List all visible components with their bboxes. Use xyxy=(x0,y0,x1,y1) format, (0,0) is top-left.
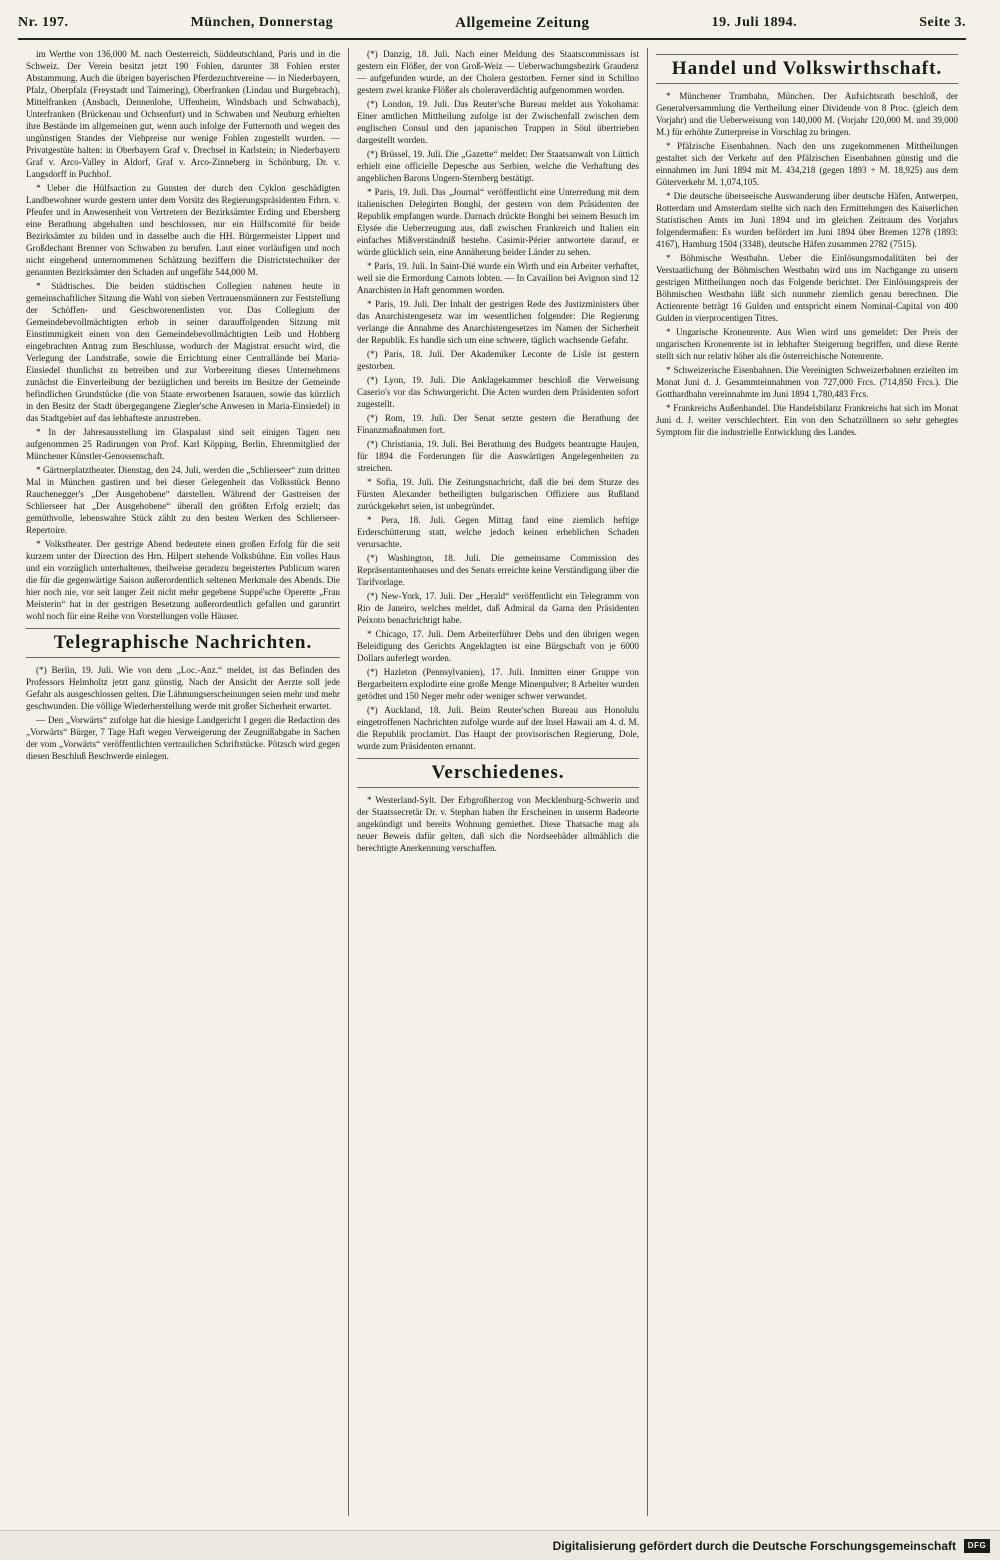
article-paragraph: * Paris, 19. Juli. Der Inhalt der gestrigen Rede des Justizministers über das Anarchistengesetz war im wesentlichen folgender: Die Regierung verlange die Annahme des Anarchistengesetzes im Namen der Sicherheit der Republik. Es handle sich um eine schwere, täglich wachsende Gefahr. xyxy=(357,299,639,345)
article-paragraph: * Ueber die Hülfsaction zu Gunsten der durch den Cyklon geschädigten Landbewohner wurde gestern unter dem Vorsitz des Regierungspräsidenten Frhrn. v. Pfeufer und in Anwesenheit von Vertretern der Bezirksämter Erding und Ebersberg eine Berathung abgehalten und beschlossen, nur ein Hülfscomité für beide Bezirksämter zu bilden und in dasselbe auch die HH. Bürgermeister Lippert und Großdechant Brenner von Schwaben zu berufen. Laut einer vorläufigen und noch nicht eingehend unternommenen Schätzung beziffern die Districtstechniker der genannten Bezirksämter den Schaden auf ungefähr 544,000 M. xyxy=(26,183,340,277)
article-paragraph: * Westerland-Sylt. Der Erbgroßherzog von Mecklenburg-Schwerin und der Staatssecretär Dr. v. Stephan haben ihr Erscheinen in unserm Badeorte angekündigt und bereits Wohnung gemiethet. Diese Thatsache mag als neuer Beweis dafür gelten, daß sich die Nordseebäder allmählich die berechtigte Anerkennung verschaffen. xyxy=(357,795,639,853)
article-paragraph: * Schweizerische Eisenbahnen. Die Vereinigten Schweizerbahnen erzielten im Monat Juni d. J. Gesammteinnahmen von 727,000 Frcs. (714,850 Frcs.). Die Gotthardbahn vereinnahmte im Juni 1894 1,780,483 Frcs. xyxy=(656,365,958,399)
newspaper-title: Allgemeine Zeitung xyxy=(455,14,590,31)
article-paragraph: * Paris, 19. Juli. Das „Journal“ veröffentlicht eine Unterredung mit dem italienischen Delegirten Bonghi, der gestern von dem Präsidenten der Republik empfangen wurde. Darnach drückte Bonghi bei seinem Besuch im Elysée die Ueberzeugung aus, daß zwischen Frankreich und Italien ein einfaches Mißverständniß bestehe. Casimir-Périer antwortete darauf, er würde glücklich sein, eine Annäherung beider Länder zu sehen. xyxy=(357,187,639,257)
digitization-footer xyxy=(0,1530,1000,1560)
article-paragraph: * Ungarische Kronenrente. Aus Wien wird uns gemeldet: Der Preis der ungarischen Kronenrente ist in lebhafter Steigerung begriffen, und diese Rente stellt sich nur relativ höher als die österreichische Notenrente. xyxy=(656,327,958,361)
article-paragraph: * Frankreichs Außenhandel. Die Handelsbilanz Frankreichs hat sich im Monat Juni d. J. weiter verschlechtert. Ein von den Schatzöllnern so sehr gehegtes Symptom für die industrielle Entwicklung des Landes. xyxy=(656,403,958,437)
page-header xyxy=(18,8,966,40)
footer-credit: Digitalisierung gefördert durch die Deutsche Forschungsgemeinschaft xyxy=(552,1538,956,1553)
article-paragraph: * Städtisches. Die beiden städtischen Collegien nahmen heute in gemeinschaftlicher Sitzung die Wahl von sieben Vertrauensmännern zur Feststellung der Schöffen- und Geschworenenlisten vor. Das Collegium der Gemeindebevollmächtigten erhob in seiner darauffolgenden Sitzung mit Einstimmigkeit einen von den Gemeindebevollmächtigten Leib und Hohberg eingebrachten Antrag zum Beschlusse, wodurch der Magistrat ersucht wird, die Verlegung der Landstraße, sowie die Errichtung einer Centrallände bei Maria-Einsiedel thunlichst zu betreiben und zur Vorbereitung dieses Unternehmens zunächst die Einverleibung der bezüglichen und bereits im Besitze der Gemeinde befindlichen Grundstücke (die von Staate erworbenen Isarauen, sowie das kürzlich in den Besitz der Stadt übergegangene Ziegler'sche Anwesen in Maria-Einsiedel) in das Stadtgebiet auf das lebhafteste anzustreben. xyxy=(26,281,340,423)
page-number: Seite 3. xyxy=(919,15,966,30)
issue-date: 19. Juli 1894. xyxy=(711,15,798,30)
article-paragraph: * In der Jahresausstellung im Glaspalast sind seit einigen Tagen neu aufgenommen 25 Radirungen von Prof. Karl Köpping, Berlin, Ehrenmitglied der Münchener Künstler-Genossenschaft. xyxy=(26,427,340,461)
article-paragraph: * Böhmische Westbahn. Ueber die Einlösungsmodalitäten bei der Verstaatlichung der Böhmischen Westbahn wird uns im Nachgange zu unsern gestrigen Mittheilungen noch das Folgende berichtet. Der Einlösungspreis der Böhmischen Westbahn läßt sich nunmehr ziemlich genau berechnen. Die Actienrente beträgt 16 Gulden und entspricht einem Nominal-Capital von 400 Gulden in vierprocentigen Titres. xyxy=(656,253,958,323)
article-paragraph: * Paris, 19. Juli. In Saint-Dié wurde ein Wirth und ein Arbeiter verhaftet, weil sie die Ermordung Carnots lobten. — In Cavaillon bei Avignon sind 12 Anarchisten in Haft genommen worden. xyxy=(357,261,639,295)
column-left xyxy=(18,48,348,1516)
article-paragraph: (*) Auckland, 18. Juli. Beim Reuter'schen Bureau aus Honolulu eingetroffenen Nachrichten zufolge wurde auf der Insel Hawaii am 4. d. M. die Republik proclamirt. Das Haupt der provisorischen Regierung, Dole, wurde zum Präsidenten ernannt. xyxy=(357,705,639,751)
dfg-logo-icon: DFG xyxy=(964,1539,990,1553)
column-right xyxy=(648,48,966,1516)
article-paragraph: * Volkstheater. Der gestrige Abend bedeutete einen großen Erfolg für die seit kurzem unter der Direction des Hrn. Hilpert stehende Volksbühne. Ein volles Haus und ein vorzüglich unterhaltenes, theilweise geradezu begeistertes Publicum waren die für die gegenwärtige Saison außerordentlich seltenen Merkmale des Abends. Die hier noch nie, vor seit langer Zeit nicht mehr gegebene Suppé'sche Operette „Frau Meisterin“ hat in der gestrigen Besetzung außerordentlich gefallen und garantirt wohl noch für eine Reihe von Vorstellungen volle Häuser. xyxy=(26,539,340,621)
article-paragraph: im Werthe von 136,000 M. nach Oesterreich, Süddeutschland, Paris und in die Schweiz. Der Verein besitzt jetzt 190 Fohlen, darunter 38 Fohlen erster Abstammung. Auch die übrigen bayerischen Pferdezuchtvereine — in Niederbayern, Pfalz, Oberpfalz (Freystadt und Taimering), Oberfranken (Lindau und Burgebrach), Mittelfranken (Ansbach, Dennenlohe, Uffenheim, Windsbach und Schwabach), Unterfranken (Brückenau und Ochsenfurt) und in Schwaben und Neuburg erhielten ihre Bestände im allgemeinen gut, wenn auch infolge der Futternoth und wegen des ungünstigen Standes der Viehpreise nur wenige Fohlen zugestellt wurden. — Privatgestüte halten: in Oberbayern Graf v. Drechsel in Karlstein; in Niederbayern Graf v. Arco-Valley in Aldorf, Graf v. Arco-Zinneberg in Schönburg, Dr. v. Langsdorff in Puchhof. xyxy=(26,49,340,179)
article-paragraph: (*) Hazleton (Pennsylvanien), 17. Juli. Inmitten einer Gruppe von Bergarbeitern explodirte eine große Menge Minenpulver; 8 Arbeiter wurden getödtet und 150 Neger mehr oder weniger schwer verwundet. xyxy=(357,667,639,701)
article-columns xyxy=(18,48,966,1516)
place-day: München, Donnerstag xyxy=(190,15,334,30)
article-paragraph: (*) Berlin, 19. Juli. Wie von dem „Loc.-Anz.“ meldet, ist das Befinden des Professors Helmholtz jetzt ganz günstig. Nach der Ansicht der Aerzte soll jede Gefahr als ausgeschlossen gelten. Die Lähmungserscheinungen seien mehr und mehr geschwunden. Die völlige Wiederherstellung werde mit großer Sicherheit erwartet. xyxy=(26,665,340,711)
article-paragraph: (*) Lyon, 19. Juli. Die Anklagekammer beschloß die Verweisung Caserio's vor das Schwurgericht. Die Acten wurden dem Präsidenten sofort zugestellt. xyxy=(357,375,639,409)
section-heading-economy: Handel und Volkswirthschaft. xyxy=(656,54,958,84)
article-paragraph: * Pera, 18. Juli. Gegen Mittag fand eine ziemlich heftige Erderschütterung statt, welche jedoch keinen erheblichen Schaden verursachte. xyxy=(357,515,639,549)
article-paragraph: * Münchener Trambahn, München. Der Aufsichtsrath beschloß, der Generalversammlung die Vertheilung einer Dividende von 8 Proc. (gleich dem Vorjahr) und die Ueberweisung von 140,000 M. (Vorjahr 120,000 M. und 39,000 M.) für erhöhte Zutterpreise in Vorschlag zu bringen. xyxy=(656,91,958,137)
article-paragraph: * Sofia, 19. Juli. Die Zeitungsnachricht, daß die bei dem Sturze des Fürsten Alexander betheiligten bulgarischen Offiziere aus Rußland zurückgekehrt seien, ist unbegründet. xyxy=(357,477,639,511)
column-middle xyxy=(348,48,648,1516)
article-paragraph: — Den „Vorwärts“ zufolge hat die hiesige Landgericht I gegen die Redaction des „Vorwärts“ Bürger, 7 Tage Haft wegen Verweigerung der Zeugnißabgabe in Sachen der vom „Vorwärts“ veröffentlichten vertraulichen Schriftstücke. Pötzsch wird gegen diesen Beschluß Beschwerde einlegen. xyxy=(26,715,340,761)
article-paragraph: (*) London, 19. Juli. Das Reuter'sche Bureau meldet aus Yokohama: Einer amtlichen Mittheilung zufolge ist der Zwischenfall zwischen dem englischen Consul und den japanischen Truppen in Söul übertrieben dargestellt worden. xyxy=(357,99,639,145)
article-paragraph: (*) New-York, 17. Juli. Der „Herald“ veröffentlicht ein Telegramm von Rio de Janeiro, welches meldet, daß Admiral da Gama den Präsidenten Peixoto benachrichtigt habe. xyxy=(357,591,639,625)
article-paragraph: (*) Washington, 18. Juli. Die gemeinsame Commission des Repräsentantenhauses und des Senats erreichte keine Verständigung über die Tarifvorlage. xyxy=(357,553,639,587)
section-heading-telegraph: Telegraphische Nachrichten. xyxy=(26,628,340,658)
article-paragraph: (*) Christiania, 19. Juli. Bei Berathung des Budgets beantragte Haujen, für 1894 die Forderungen für die Auswärtigen Angelegenheiten zu streichen. xyxy=(357,439,639,473)
article-paragraph: * Die deutsche überseeische Auswanderung über deutsche Häfen, Antwerpen, Rotterdam und Amsterdam stellte sich nach den Ermittelungen des Kaiserlichen Statistischen Amts im Juni 1894 und im gleichen Zeitraum des Vorjahrs folgendermaßen: Es wurden befördert im Juni 1894 über Bremen 1278 (1893: 4167), Hamburg 1504 (3348), deutsche Häfen zusammen 2782 (7515). xyxy=(656,191,958,249)
article-paragraph: (*) Danzig, 18. Juli. Nach einer Meldung des Staatscommissars ist gestern ein Flößer, der von Groß-Weiz — Ueberwachungsbezirk Graudenz — aufgefunden wurde, an der Cholera gestorben. Ferner sind in Schillno gestern zwei kranke Flößer als choleraverdächtig aufgenommen worden. xyxy=(357,49,639,95)
section-heading-misc: Verschiedenes. xyxy=(357,758,639,788)
article-paragraph: * Gärtnerplatztheater. Dienstag, den 24. Juli, werden die „Schlierseer“ zum dritten Mal in München gastiren und bei dieser Gelegenheit das Volksstück Benno Rauchenegger's „Der Ausgehobene“ darstellen. Während der Gastreisen der Schlierseer hat „Der Ausgehobene“ überall den größten Erfolg erzielt; das gemüthvolle, lebenswahre Stück zählt zu den besten Werken des Schlierseer-Repertoire. xyxy=(26,465,340,535)
article-paragraph: * Pfälzische Eisenbahnen. Nach den uns zugekommenen Mittheilungen gestaltet sich der Verkehr auf den Pfälzischen Eisenbahnen günstig und die einnahmen im Juni 1894 mit M. 434,218 (gegen 1893 + M. 18,925) aus dem Güterverkehr M. 1,074,105. xyxy=(656,141,958,187)
article-paragraph: (*) Rom, 19. Juli. Der Senat setzte gestern die Berathung der Finanzmaßnahmen fort. xyxy=(357,413,639,435)
issue-number: Nr. 197. xyxy=(18,15,69,30)
article-paragraph: (*) Paris, 18. Juli. Der Akademiker Leconte de Lisle ist gestern gestorben. xyxy=(357,349,639,371)
article-paragraph: (*) Brüssel, 19. Juli. Die „Gazette“ meldet: Der Staatsanwalt von Lüttich erhielt eine officielle Depesche aus Serbien, welche die Verhaftung des angeblichen Barons Ungern-Sternberg bestätigt. xyxy=(357,149,639,183)
article-paragraph: * Chicago, 17. Juli. Dem Arbeiterführer Debs und den übrigen wegen Beleidigung des Gerichts Angeklagten ist eine Bürgschaft von je 6000 Dollars auferlegt worden. xyxy=(357,629,639,663)
